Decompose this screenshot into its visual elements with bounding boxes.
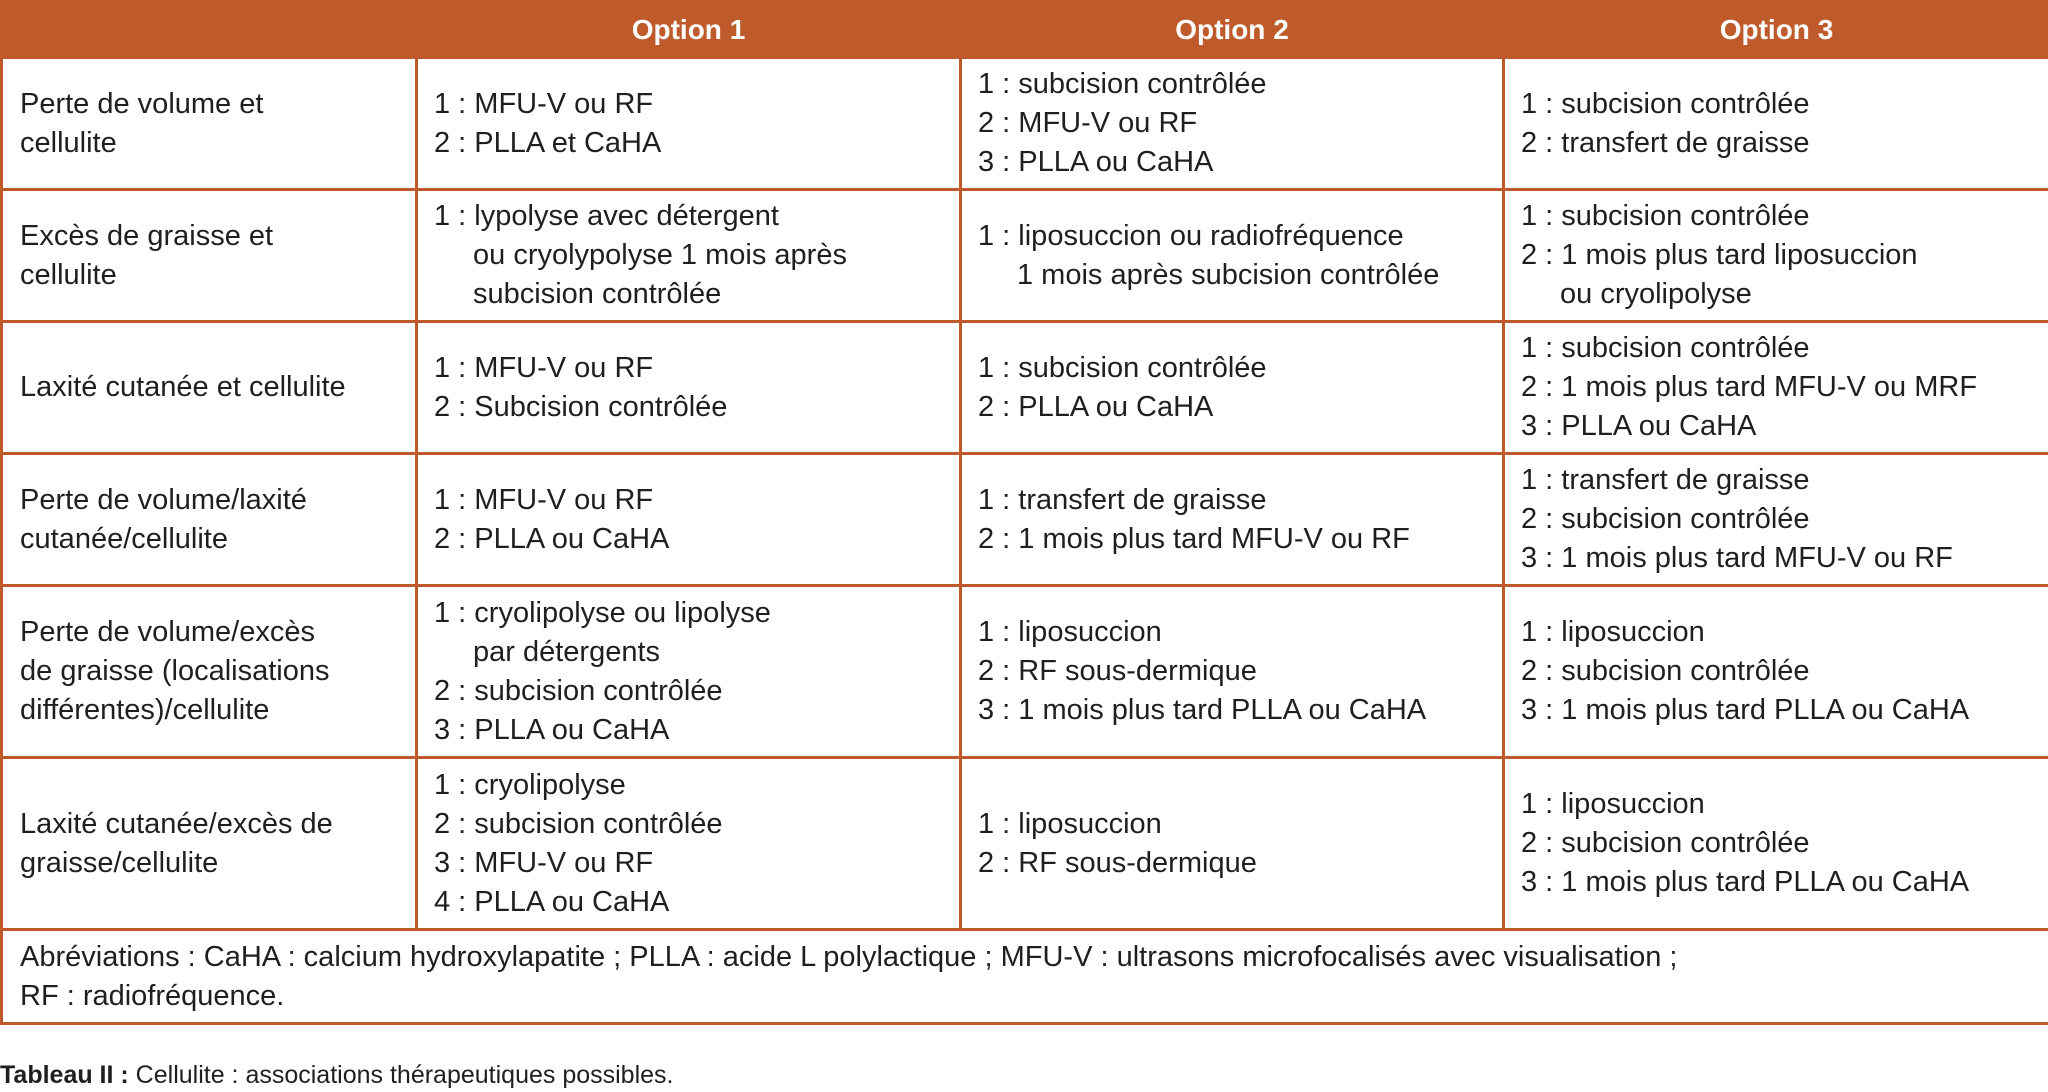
option-1-cell <box>417 190 961 322</box>
option-1-cell <box>417 58 961 190</box>
step-line: 3 : PLLA ou CaHA <box>978 146 1214 178</box>
abbreviations-line: RF : radiofréquence. <box>20 979 285 1012</box>
step-line: 1 : cryolipolyse <box>434 768 626 801</box>
option-1-cell <box>417 758 961 930</box>
table-row <box>2 586 2048 758</box>
step-line: 2 : PLLA et CaHA <box>434 126 662 159</box>
step-line: 2 : 1 mois plus tard liposuccion <box>1521 239 1918 271</box>
option-2-cell <box>961 758 1504 930</box>
step-line: 2 : transfert de graisse <box>1521 126 1810 159</box>
table-row <box>2 190 2048 322</box>
row-label-line: Laxité cutanée et cellulite <box>20 371 346 403</box>
step-line: 1 : liposuccion <box>978 616 1162 648</box>
step-line: 2 : PLLA ou CaHA <box>434 522 670 555</box>
table-row <box>2 454 2048 586</box>
row-label-line: graisse/cellulite <box>20 846 219 879</box>
step-line: 1 : subcision contrôlée <box>978 68 1267 100</box>
step-line: 2 : PLLA ou CaHA <box>978 390 1214 423</box>
option-3-cell <box>1504 58 2048 190</box>
abbreviations-line: Abréviations : CaHA : calcium hydroxylapatite ; PLLA : acide L polylactique ; MFU-V : ultrasons microfocalisés avec visualisation ; <box>20 940 1678 973</box>
row-label-line: de graisse (localisations <box>20 655 330 687</box>
step-line: 2 : 1 mois plus tard MFU-V ou MRF <box>1521 371 1978 403</box>
option-1-cell <box>417 454 961 586</box>
step-line: 2 : RF sous-dermique <box>978 655 1257 687</box>
row-label <box>2 454 417 586</box>
step-line: 2 : subcision contrôlée <box>434 674 723 707</box>
row-label-line: différentes)/cellulite <box>20 694 270 726</box>
row-label-line: cutanée/cellulite <box>20 522 228 555</box>
step-line: 2 : Subcision contrôlée <box>434 390 728 423</box>
caption-label: Tableau II : <box>0 1061 129 1089</box>
step-line: 3 : 1 mois plus tard PLLA ou CaHA <box>978 694 1427 726</box>
step-line-continued: subcision contrôlée <box>473 278 722 310</box>
step-line: 2 : 1 mois plus tard MFU-V ou RF <box>978 522 1410 555</box>
step-line: 1 : liposuccion <box>1521 616 1705 648</box>
option-2-cell <box>961 58 1504 190</box>
step-line: 2 : RF sous-dermique <box>978 846 1257 879</box>
step-line: 3 : PLLA ou CaHA <box>1521 410 1757 442</box>
option-3-cell <box>1504 322 2048 454</box>
step-line: 1 : MFU-V ou RF <box>434 351 654 384</box>
row-label-line: Perte de volume et <box>20 87 264 120</box>
row-label-line: Laxité cutanée/excès de <box>20 807 333 840</box>
step-line: 1 : lypolyse avec détergent <box>434 200 779 232</box>
header-empty <box>2 2 417 58</box>
row-label-line: cellulite <box>20 126 117 159</box>
step-line: 2 : subcision contrôlée <box>1521 655 1810 687</box>
step-line: 2 : MFU-V ou RF <box>978 107 1198 139</box>
table-row <box>2 758 2048 930</box>
step-line: 3 : 1 mois plus tard PLLA ou CaHA <box>1521 866 1970 898</box>
abbreviations-note <box>2 930 2048 1024</box>
option-2-cell <box>961 322 1504 454</box>
row-label <box>2 190 417 322</box>
table-row <box>2 58 2048 190</box>
caption-text: Cellulite : associations thérapeutiques possibles. <box>128 1061 674 1089</box>
table-row <box>2 322 2048 454</box>
row-label <box>2 58 417 190</box>
step-line: 3 : MFU-V ou RF <box>434 846 654 879</box>
option-3-cell <box>1504 586 2048 758</box>
row-label-line: Perte de volume/excès <box>20 616 315 648</box>
step-line-continued: par détergents <box>473 635 661 668</box>
step-line: 1 : liposuccion ou radiofréquence <box>978 219 1404 252</box>
step-line: 1 : subcision contrôlée <box>978 351 1267 384</box>
option-1-cell <box>417 586 961 758</box>
step-line: 3 : PLLA ou CaHA <box>434 713 670 746</box>
step-line: 1 : transfert de graisse <box>978 483 1267 516</box>
option-3-cell <box>1504 454 2048 586</box>
step-line: 1 : subcision contrôlée <box>1521 87 1810 120</box>
option-2-cell <box>961 454 1504 586</box>
step-line: 2 : subcision contrôlée <box>1521 503 1810 535</box>
abbreviations-row <box>2 930 2048 1024</box>
step-line: 3 : 1 mois plus tard MFU-V ou RF <box>1521 542 1953 574</box>
row-label <box>2 586 417 758</box>
step-line: 2 : subcision contrôlée <box>434 807 723 840</box>
row-label-line: Perte de volume/laxité <box>20 483 307 516</box>
step-line: 1 : subcision contrôlée <box>1521 200 1810 232</box>
option-2-cell <box>961 586 1504 758</box>
step-line: 4 : PLLA ou CaHA <box>434 885 670 918</box>
step-line: 1 : cryolipolyse ou lipolyse <box>434 596 771 629</box>
row-label-line: cellulite <box>20 258 117 291</box>
step-line: 2 : subcision contrôlée <box>1521 827 1810 859</box>
step-line-continued: ou cryolypolyse 1 mois après <box>473 239 847 271</box>
step-line: 1 : MFU-V ou RF <box>434 87 654 120</box>
option-1-cell <box>417 322 961 454</box>
row-label <box>2 322 417 454</box>
table-caption <box>0 1061 674 1090</box>
step-line: 3 : 1 mois plus tard PLLA ou CaHA <box>1521 694 1970 726</box>
option-3-cell <box>1504 190 2048 322</box>
option-3-cell <box>1504 758 2048 930</box>
header-option-1: Option 1 <box>417 2 961 58</box>
step-line: 1 : liposuccion <box>1521 788 1705 820</box>
row-label-line: Excès de graisse et <box>20 219 274 252</box>
step-line: 1 : liposuccion <box>978 807 1162 840</box>
step-line-continued: 1 mois après subcision contrôlée <box>1017 258 1440 291</box>
step-line-continued: ou cryolipolyse <box>1560 278 1752 310</box>
step-line: 1 : transfert de graisse <box>1521 464 1810 496</box>
row-label <box>2 758 417 930</box>
option-2-cell <box>961 190 1504 322</box>
step-line: 1 : MFU-V ou RF <box>434 483 654 516</box>
step-line: 1 : subcision contrôlée <box>1521 332 1810 364</box>
header-option-3: Option 3 <box>1504 2 2048 58</box>
header-option-2: Option 2 <box>961 2 1504 58</box>
table-header-row <box>2 2 2048 58</box>
